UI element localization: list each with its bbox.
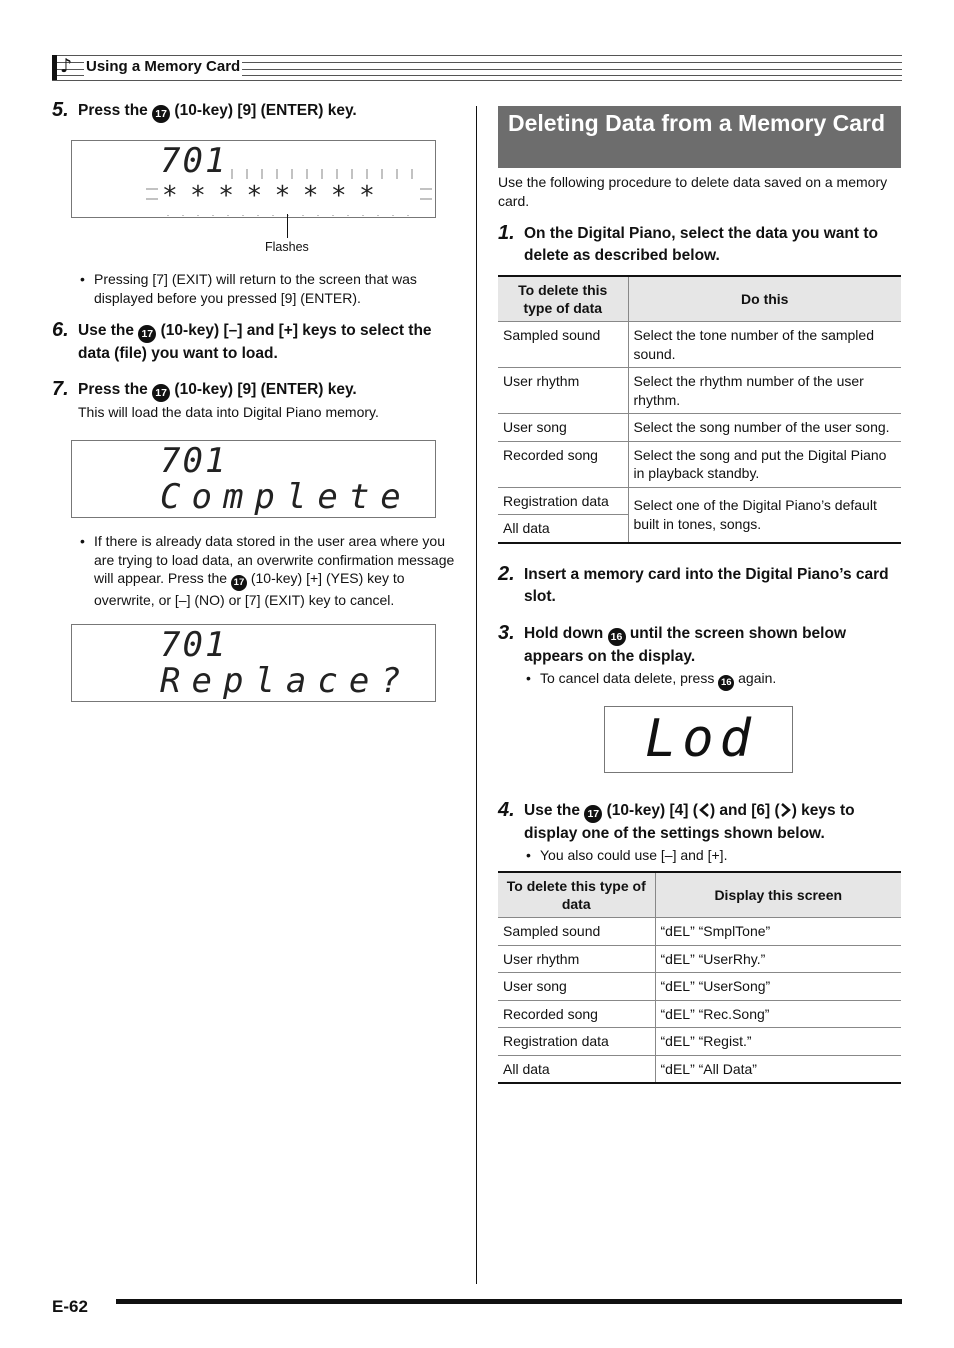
key-17-icon: 17: [152, 105, 170, 123]
footer-rule: [116, 1299, 902, 1304]
section-intro: Use the following procedure to delete data saved on a memory card.: [498, 174, 888, 209]
key-17-icon: 17: [231, 575, 247, 591]
column-divider: [476, 106, 477, 1284]
lcd-screen-flashing: [71, 140, 436, 218]
step-7: 7. Press the 17 (10-key) [9] (ENTER) key.: [52, 378, 357, 400]
lcd-line-2: ********: [162, 181, 388, 211]
bullet-exit: • Pressing [7] (EXIT) will return to the screen that was displayed before you pressed [9] (ENTER).: [80, 270, 455, 307]
bullet-plus-minus: • You also could use [–] and [+].: [526, 846, 896, 865]
table-row: Sampled sound Select the tone number of the sampled sound.: [498, 322, 901, 368]
lcd-line-1: 701: [160, 141, 228, 181]
table-row: Sampled sound “dEL” “SmplTone”: [498, 918, 901, 946]
key-16-icon: 16: [608, 628, 626, 646]
table-header: Display this screen: [655, 872, 901, 918]
header-title: Using a Memory Card: [86, 58, 241, 75]
table-row: All data: [498, 515, 901, 543]
key-17-icon: 17: [584, 805, 602, 823]
table-row: Recorded song “dEL” “Rec.Song”: [498, 1000, 901, 1028]
header-bar: [52, 55, 57, 80]
lcd-screen-replace: [71, 624, 436, 702]
table-row: User rhythm “dEL” “UserRhy.”: [498, 945, 901, 973]
delete-display-table: [498, 871, 901, 1084]
table-row: Recorded song Select the song and put the Digital Piano in playback standby.: [498, 441, 901, 487]
key-17-icon: 17: [152, 384, 170, 402]
lcd-line-1: 701: [160, 625, 228, 665]
step-6: 6. Use the 17 (10-key) [–] and [+] keys to select the data (file) you want to load.: [52, 319, 432, 362]
key-17-icon: 17: [138, 325, 156, 343]
flashes-caption: Flashes: [265, 240, 309, 254]
lcd-line-2: Complete: [160, 477, 412, 517]
step-4: 4. Use the 17 (10-key) [4] ( ) and [6] ( ) keys to display one of the settings shown below.: [498, 799, 855, 842]
step-2: 2. Insert a memory card into the Digital Piano’s card slot.: [498, 563, 889, 605]
key-16-icon: 16: [718, 675, 734, 691]
lcd-screen-complete: [71, 440, 436, 518]
table-row: Registration data “dEL” “Regist.”: [498, 1028, 901, 1056]
table-row: User song Select the song number of the user song.: [498, 414, 901, 442]
table-header: To delete this type of data: [498, 872, 655, 918]
table-row: User rhythm Select the rhythm number of the user rhythm.: [498, 368, 901, 414]
lcd-lod-text: Lod: [645, 709, 757, 769]
lcd-screen-lod: [604, 706, 793, 773]
step-1: 1. On the Digital Piano, select the data you want to delete as described below.: [498, 222, 878, 264]
section-title: Deleting Data from a Memory Card: [498, 106, 901, 168]
lcd-line-2: Replace?: [160, 661, 412, 701]
chevron-left-icon: [698, 803, 710, 817]
bullet-overwrite: • If there is already data stored in the user area where you are trying to load data, an overwrite confirmation message will appear. Press the 17 (10-key) [+] (YES) key to overwrite, or [–] (NO) or [7] (EXIT) key to cancel.: [80, 532, 460, 610]
bullet-cancel-delete: • To cancel data delete, press 16 again.: [526, 669, 896, 691]
chevron-right-icon: [780, 803, 792, 817]
table-row: All data “dEL” “All Data”: [498, 1055, 901, 1083]
table-header: Do this: [628, 276, 901, 322]
step-5: 5. Press the 17 (10-key) [9] (ENTER) key.: [52, 99, 357, 121]
music-note-icon: ♪: [60, 55, 73, 77]
table-row: User song “dEL” “UserSong”: [498, 973, 901, 1001]
lcd-line-1: 701: [160, 441, 228, 481]
step-7-desc: This will load the data into Digital Piano memory.: [78, 404, 379, 420]
page-number: E-62: [52, 1297, 88, 1316]
table-header: To delete this type of data: [498, 276, 628, 322]
step-3: 3. Hold down 16 until the screen shown below appears on the display.: [498, 622, 846, 665]
table-row: Registration data Select one of the Digital Piano’s default built in tones, songs.: [498, 487, 901, 515]
lcd-pointer: [287, 214, 288, 238]
delete-select-table: [498, 275, 901, 544]
